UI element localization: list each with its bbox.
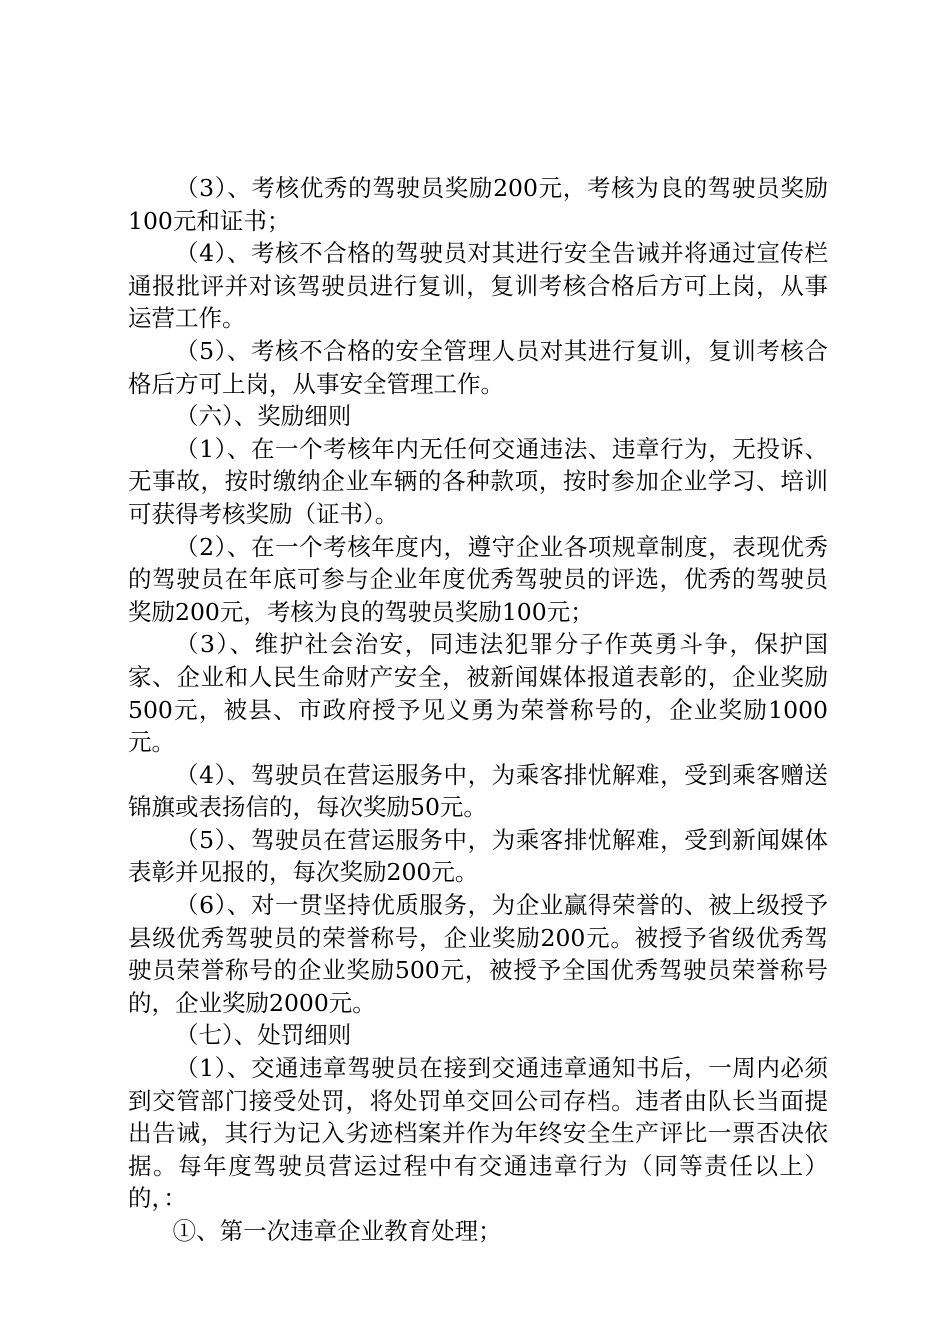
paragraph-rewards-3: （3）、维护社会治安，同违法犯罪分子作英勇斗争，保护国家、企业和人民生命财产安全，被新闻媒体报道表彰的，企业奖励500元，被县、市政府授予见义勇为荣誉称号的，企业奖励1000元。 xyxy=(128,630,828,757)
section-heading-penalties: （七）、处罚细则 xyxy=(175,1021,352,1050)
section-heading-rewards: （六）、奖励细则 xyxy=(175,402,352,431)
paragraph-reward-4: （4）、考核不合格的驾驶员对其进行安全告诫并将通过宣传栏通报批评并对该驾驶员进行复训，复训考核合格后方可上岗，从事运营工作。 xyxy=(128,239,828,333)
paragraph-rewards-4: （4）、驾驶员在营运服务中，为乘客排忧解难，受到乘客赠送锦旗或表扬信的，每次奖励50元。 xyxy=(128,760,828,822)
paragraph-rewards-1: （1）、在一个考核年内无任何交通违法、违章行为，无投诉、无事故，按时缴纳企业车辆的各种款项，按时参加企业学习、培训可获得考核奖励（证书）。 xyxy=(128,434,828,528)
paragraph-penalties-item-1: ①、第一次违章企业教育处理； xyxy=(172,1217,502,1245)
paragraph-penalties-1: （1）、交通违章驾驶员在接到交通违章通知书后，一周内必须到交管部门接受处罚，将处罚单交回公司存档。违者由队长当面提出告诫，其行为记入劣迹档案并作为年终安全生产评比一票否决依据。每年度驾驶员营运过程中有交通违章行为（同等责任以上）的，： xyxy=(128,1054,828,1213)
document-body xyxy=(128,172,828,1248)
paragraph-reward-3: （3）、考核优秀的驾驶员奖励200元，考核为良的驾驶员奖励100元和证书； xyxy=(128,174,828,235)
paragraph-rewards-5: （5）、驾驶员在营运服务中，为乘客排忧解难，受到新闻媒体表彰并见报的，每次奖励200元。 xyxy=(128,825,828,887)
paragraph-reward-5: （5）、考核不合格的安全管理人员对其进行复训，复训考核合格后方可上岗，从事安全管理工作。 xyxy=(128,336,828,398)
paragraph-rewards-2: （2）、在一个考核年度内，遵守企业各项规章制度，表现优秀的驾驶员在年底可参与企业年度优秀驾驶员的评选，优秀的驾驶员奖励200元，考核为良的驾驶员奖励100元； xyxy=(128,532,828,626)
paragraph-rewards-6: （6）、对一贯坚持优质服务，为企业赢得荣誉的、被上级授予县级优秀驾驶员的荣誉称号，企业奖励200元。被授予省级优秀驾驶员荣誉称号的企业奖励500元，被授予全国优秀驾驶员荣誉称号的，企业奖励2000元。 xyxy=(128,891,828,1017)
